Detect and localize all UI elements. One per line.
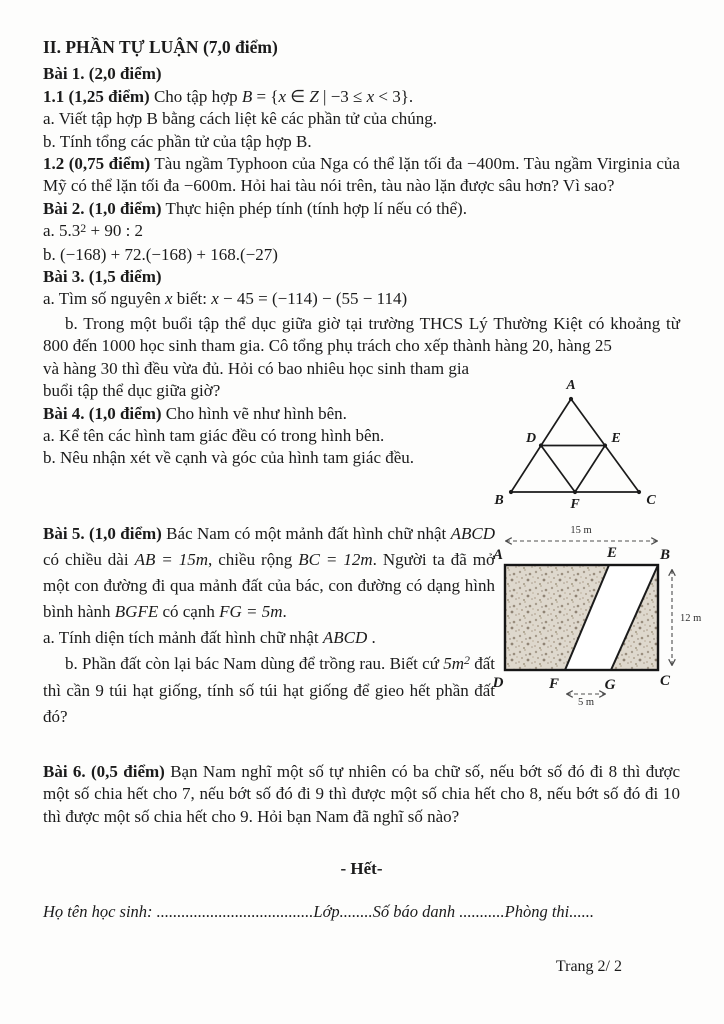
bai4-heading: Bài 4. (1,0 điểm) Cho hình vẽ như hình bên. xyxy=(43,403,347,423)
triangle-label-a: A xyxy=(566,377,576,393)
land-label-d: D xyxy=(492,674,504,691)
exam-content xyxy=(43,36,702,923)
dim-label-5m: 5 m xyxy=(577,696,595,708)
bai2-a: a. $5.3^2 + 90$ : 2 xyxy=(43,220,144,241)
dim-label-12m: 12 m xyxy=(680,612,702,624)
student-info-line: Họ tên học sinh: ......................................Lớp........Số báo danh ...........Phòng thi...... xyxy=(43,901,595,921)
bai3b-bai4-section xyxy=(43,313,680,513)
bai5-b: b. Phần đất còn lại bác Nam dùng để trồng rau. Biết cứ $5m^2$ đất thì cần 9 túi hạt giống, tính số túi hạt giống để gieo hết phần đất đó? xyxy=(43,653,495,726)
bai3-a: a. Tìm số nguyên x biết: x − 45 = (−114) − (55 − 114) xyxy=(43,289,408,309)
land-label-c: C xyxy=(659,672,671,689)
bai6-paragraph: Bài 6. (0,5 điểm) Bạn Nam nghĩ một số tự nhiên có ba chữ số, nếu bớt số đó đi 8 thì được một số chia hết cho 7, nếu bớt số đó đi 9 thì được một số chia hết cho 8, nếu bớt số đó đi 10 thì được một số chia hết cho 9. Hỏi bạn Nam đã nghĩ số nào? xyxy=(43,761,680,826)
triangle-label-b: B xyxy=(494,492,504,508)
land-label-f: F xyxy=(548,675,560,692)
triangle-label-c: C xyxy=(646,492,656,508)
land-label-a: A xyxy=(492,546,504,563)
bai1-q1-1-b: b. Tính tổng các phần tử của tập hợp B. xyxy=(43,131,312,151)
triangle-label-f: F xyxy=(570,496,580,512)
bai4-b: b. Nêu nhận xét về cạnh và góc của hình tam giác đều. xyxy=(43,448,415,468)
page-number: Trang 2/ 2 xyxy=(555,958,622,975)
segment-ef xyxy=(575,445,605,492)
triangle-figure xyxy=(486,375,666,513)
bai1-q1-1-a: a. Viết tập hợp B bằng cách liệt kê các phần tử của chúng. xyxy=(43,109,438,129)
bai1-q1-2: 1.2 (0,75 điểm) Tàu ngầm Typhoon của Nga có thể lặn tối đa −400m. Tàu ngầm Virginia của Mỹ có thể lặn tối đa −600m. Hỏi hai tàu nói trên, tàu nào lặn được sâu hơn? Vì sao? xyxy=(43,154,680,196)
bai4-a: a. Kể tên các hình tam giác đều có trong hình bên. xyxy=(43,425,385,445)
bai2-heading: Bài 2. (1,0 điểm) Thực hiện phép tính (tính hợp lí nếu có thể). xyxy=(43,198,467,218)
segment-df xyxy=(541,445,575,492)
bai5-text-column xyxy=(43,521,495,730)
land-label-g: G xyxy=(604,676,616,693)
bai3-heading: Bài 3. (1,5 điểm) xyxy=(43,267,162,287)
bai1-heading: Bài 1. (2,0 điểm) xyxy=(43,64,162,84)
bai1-q1-1: 1.1 (1,25 điểm) Cho tập hợp B = {x ∈ Z | −3 ≤ x < 3}. xyxy=(43,86,414,106)
bai3-b-part1: b. Trong một buổi tập thể dục giữa giờ tại trường THCS Lý Thường Kiệt có khoảng từ 800 đến 1000 học sinh tham gia. Cô tổng phụ trách cho xếp thành hàng 20, hàng 25 xyxy=(43,313,680,356)
end-marker: - Hết- xyxy=(340,859,383,879)
triangle-label-d: D xyxy=(525,430,537,446)
bai5-section xyxy=(43,521,702,761)
section-heading: II. PHẦN TỰ LUẬN (7,0 điểm) xyxy=(43,37,278,57)
triangle-label-e: E xyxy=(611,430,621,446)
land-figure xyxy=(486,521,721,713)
bai5-a: a. Tính diện tích mảnh đất hình chữ nhật ABCD . xyxy=(43,627,376,647)
bai2-b: b. (−168) + 72.(−168) + 168.(−27) xyxy=(43,244,278,264)
land-label-b: B xyxy=(659,546,671,563)
land-label-e: E xyxy=(606,544,618,561)
bai5-intro: Bài 5. (1,0 điểm) Bác Nam có một mảnh đất hình chữ nhật ABCD có chiều dài AB = 15m, chiều rộng BC = 12m. Người ta đã mở một con đường đi qua mảnh đất của bác, con đường có dạng hình bình hành BGFE có cạnh FG = 5m. xyxy=(43,523,495,621)
dim-label-15m: 15 m xyxy=(570,524,592,536)
bai3-b-part2: và hàng 30 thì đều vừa đủ. Hỏi có bao nhiêu học sinh tham gia buổi tập thể dục giữa giờ? xyxy=(43,358,470,401)
